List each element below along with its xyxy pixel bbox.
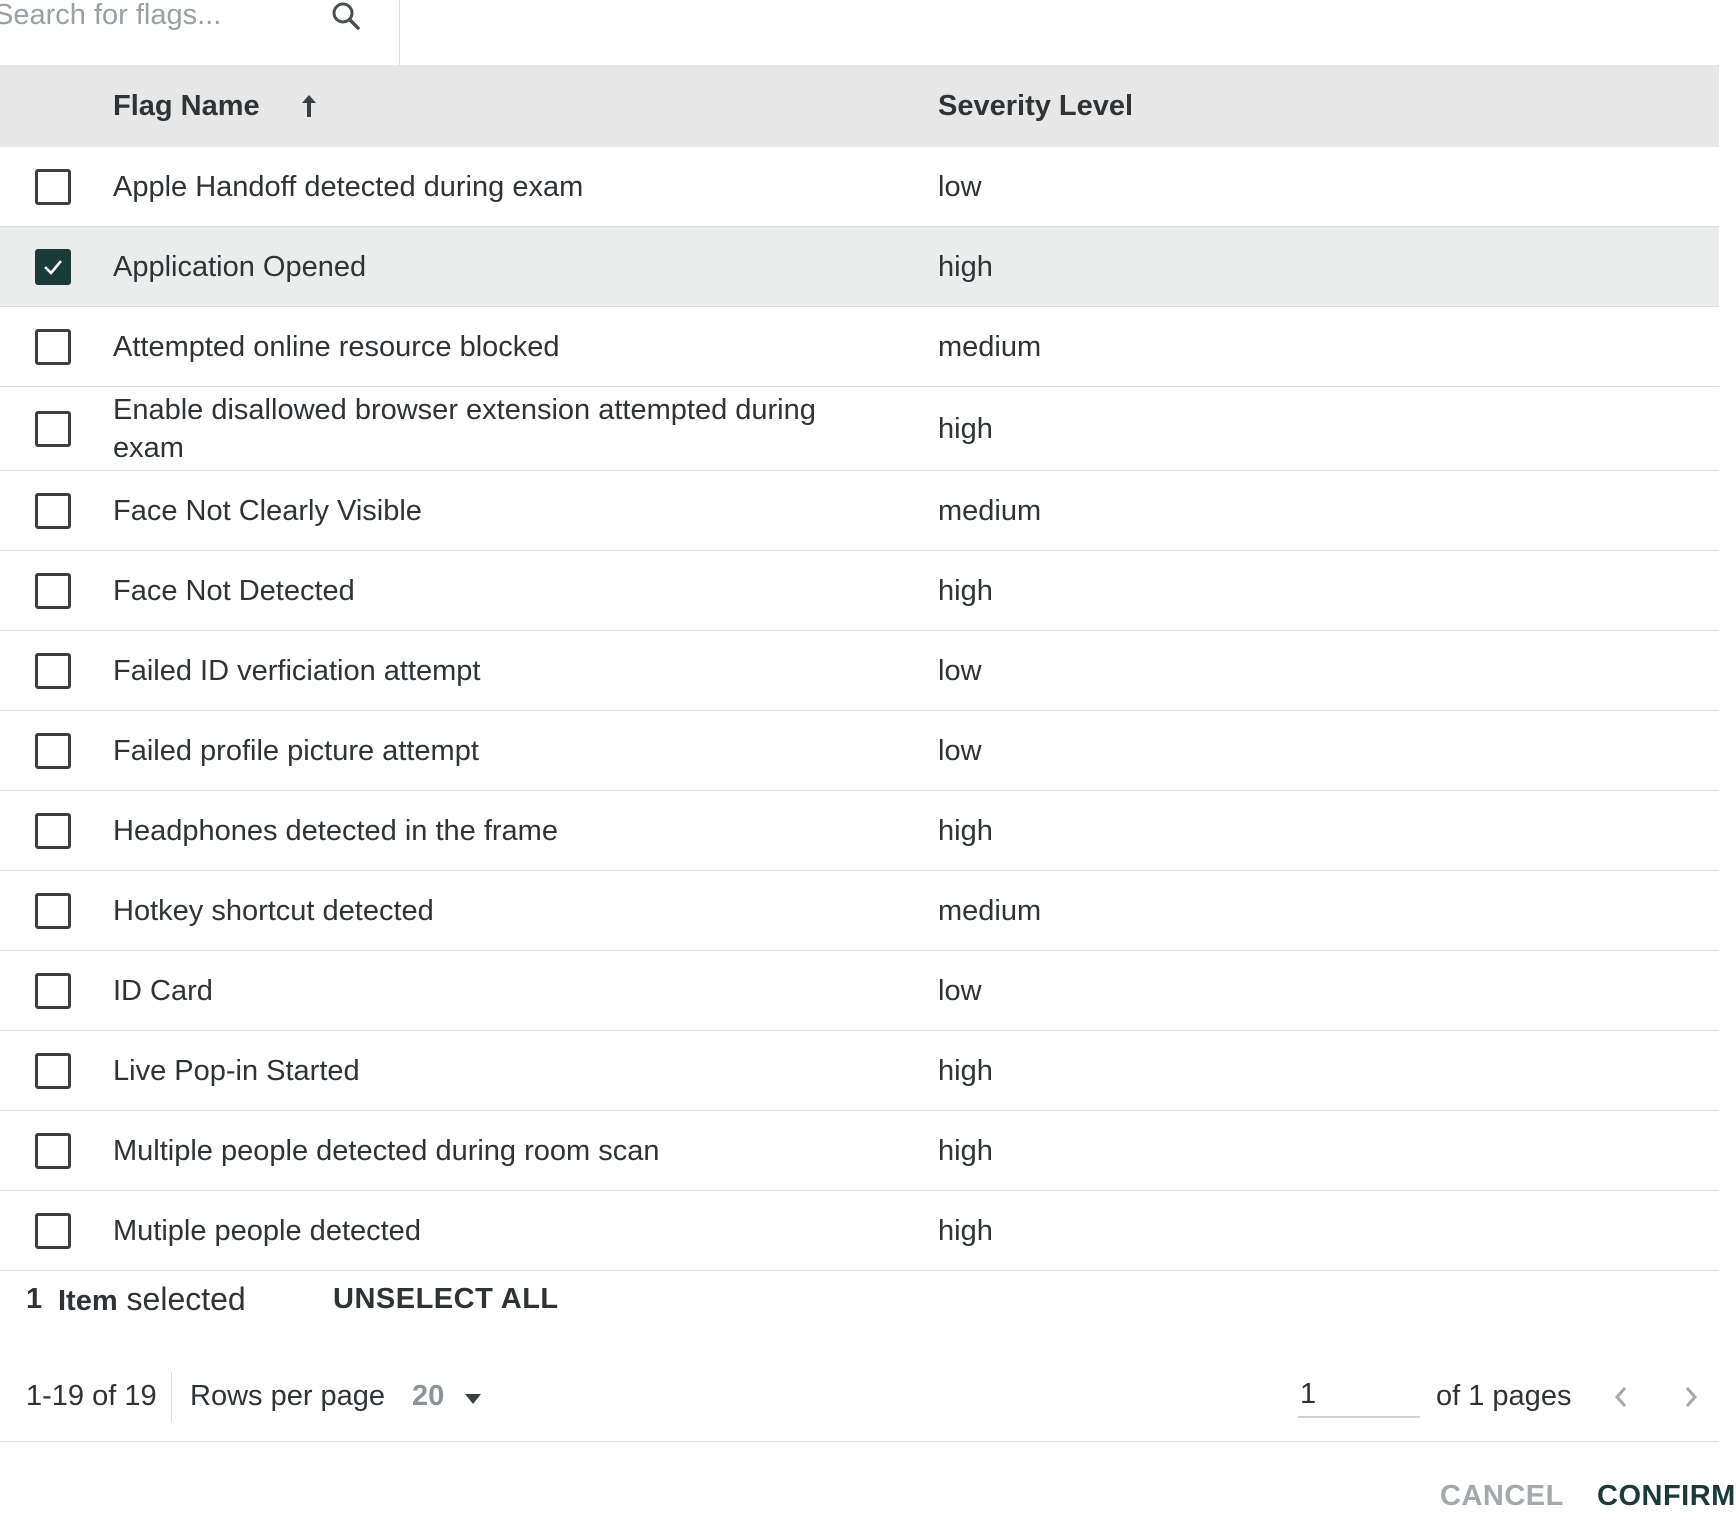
row-checkbox[interactable] [35,733,71,769]
severity-level-cell: low [938,170,982,203]
table-row[interactable] [0,871,1719,951]
search-bar [0,0,400,65]
row-checkbox[interactable] [35,169,71,205]
unselect-all-button[interactable]: UNSELECT ALL [333,1283,559,1315]
row-checkbox[interactable] [35,493,71,529]
table-row[interactable] [0,307,1719,387]
flag-name-cell: Multiple people detected during room scan [113,1134,660,1167]
flag-name-cell: ID Card [113,974,213,1007]
severity-level-cell: low [938,734,982,767]
severity-level-cell: high [938,814,993,847]
row-checkbox[interactable] [35,893,71,929]
flag-name-cell: Live Pop-in Started [113,1054,360,1087]
row-checkbox[interactable] [35,813,71,849]
severity-level-cell: high [938,250,993,283]
column-header-flag-name[interactable]: Flag Name [113,90,260,122]
sort-ascending-icon[interactable] [298,93,320,119]
cancel-button[interactable]: CANCEL [1440,1480,1564,1512]
severity-level-cell: medium [938,494,1042,527]
severity-level-cell: low [938,654,982,687]
flag-name-cell: Mutiple people detected [113,1214,421,1247]
flag-name-cell: Application Opened [113,250,367,283]
selected-item-word: Item [58,1285,118,1317]
selection-bar [0,1251,1719,1351]
flag-name-cell: Headphones detected in the frame [113,814,558,847]
rows-per-page-label: Rows per page [190,1380,386,1412]
search-icon[interactable] [330,0,362,32]
severity-level-cell: medium [938,894,1042,927]
table-row[interactable] [0,631,1719,711]
row-checkbox[interactable] [35,411,71,447]
row-checkbox[interactable] [35,329,71,365]
flag-name-cell: Apple Handoff detected during exam [113,170,584,203]
table-body [0,147,1719,1251]
pagination-divider [171,1372,172,1422]
severity-level-cell: high [938,1054,993,1087]
severity-level-cell: medium [938,330,1042,363]
selected-label [58,1281,246,1318]
row-checkbox[interactable] [35,1053,71,1089]
total-pages-label: of 1 pages [1436,1380,1572,1412]
dialog-footer [0,1442,1736,1534]
table-row[interactable] [0,1111,1719,1191]
flag-name-cell: Attempted online resource blocked [113,330,560,363]
table-row[interactable] [0,951,1719,1031]
table-row[interactable] [0,387,1719,471]
table-row[interactable] [0,711,1719,791]
column-header-severity-level[interactable]: Severity Level [938,90,1134,122]
table-row[interactable] [0,471,1719,551]
row-checkbox[interactable] [35,653,71,689]
selected-word: selected [126,1281,246,1317]
row-checkbox[interactable] [35,249,71,285]
caret-down-icon[interactable] [464,1392,482,1404]
severity-level-cell: high [938,1214,993,1247]
pagination-range: 1-19 of 19 [26,1380,157,1412]
checkmark-icon [41,255,65,279]
flag-name-cell: Enable disallowed browser extension attempted during exam [113,393,816,464]
flag-name-cell: Failed ID verficiation attempt [113,654,481,687]
chevron-left-icon[interactable] [1610,1382,1632,1412]
severity-level-cell: low [938,974,982,1007]
selected-count: 1 [26,1283,43,1315]
table-row[interactable] [0,551,1719,631]
row-checkbox[interactable] [35,573,71,609]
row-checkbox[interactable] [35,1213,71,1249]
table-row[interactable] [0,1031,1719,1111]
table-row[interactable] [0,147,1719,227]
rows-per-page-select[interactable]: 20 [412,1380,445,1412]
pagination-bar [0,1352,1719,1442]
flag-name-cell: Failed profile picture attempt [113,734,479,767]
flag-name-cell: Hotkey shortcut detected [113,894,434,927]
severity-level-cell: high [938,1134,993,1167]
row-checkbox[interactable] [35,973,71,1009]
flag-name-cell: Face Not Clearly Visible [113,494,422,527]
table-header [0,65,1719,147]
page-number-input[interactable] [1298,1372,1420,1418]
table-row[interactable] [0,227,1719,307]
search-input[interactable] [0,0,316,36]
chevron-right-icon[interactable] [1680,1382,1702,1412]
flag-name-cell: Face Not Detected [113,574,355,607]
row-checkbox[interactable] [35,1133,71,1169]
confirm-button[interactable]: CONFIRM [1597,1480,1736,1512]
severity-level-cell: high [938,412,993,445]
severity-level-cell: high [938,574,993,607]
table-row[interactable] [0,791,1719,871]
